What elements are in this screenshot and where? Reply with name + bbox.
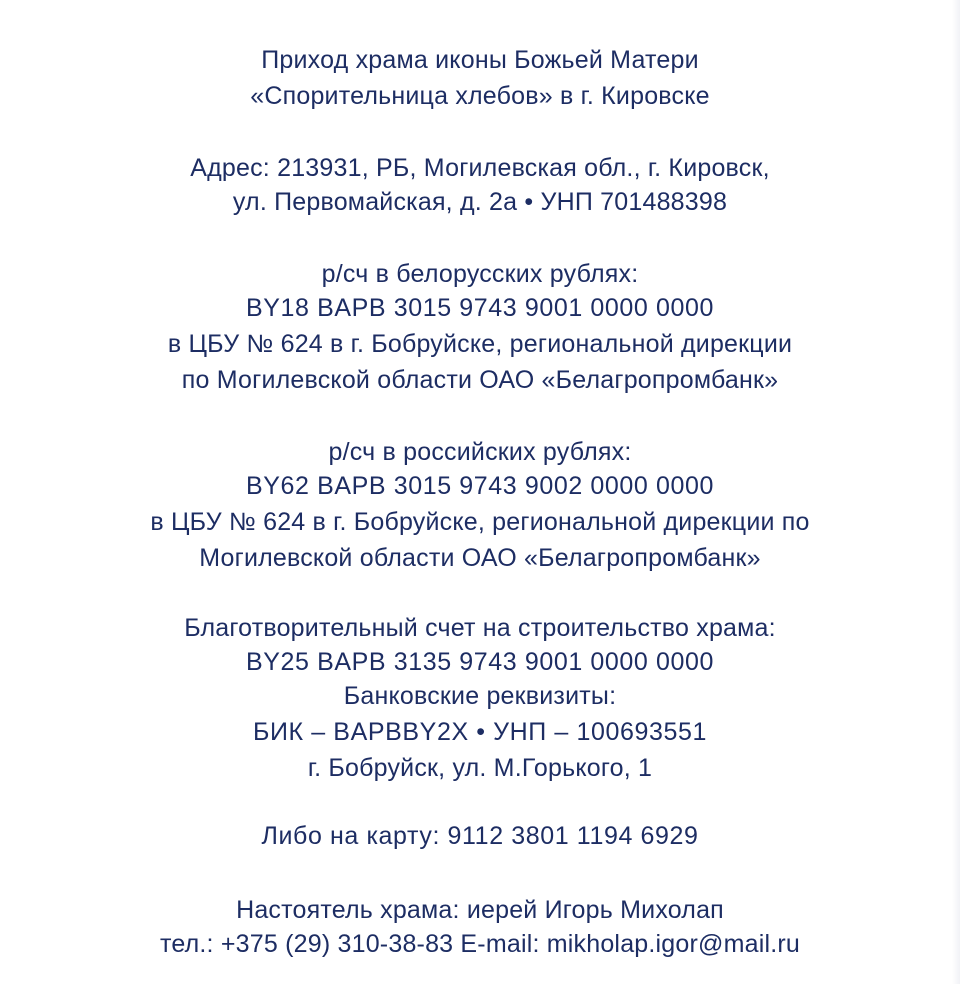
byn-account-number: BY18 BAPB 3015 9743 9001 0000 0000 bbox=[245, 294, 714, 322]
address-line-2: ул. Первомайская, д. 2а • УНП 701488398 bbox=[232, 188, 728, 216]
card-number-line: Либо на карту: 9112 3801 1194 6929 bbox=[261, 822, 699, 850]
contact-line: тел.: +375 (29) 310-38-83 E-mail: mikholap.igor@mail.ru bbox=[159, 930, 801, 958]
rub-bank-line-1: в ЦБУ № 624 в г. Бобруйске, региональной дирекции по bbox=[150, 508, 810, 536]
rector-line: Настоятель храма: иерей Игорь Михолап bbox=[236, 896, 724, 924]
byn-account-label: р/сч в белорусских рублях: bbox=[321, 260, 639, 288]
rub-account-label: р/сч в российских рублях: bbox=[328, 438, 632, 466]
bik-unp-line: БИК – BAPBBY2X • УНП – 100693551 bbox=[252, 718, 708, 746]
address-line-1: Адрес: 213931, РБ, Могилевская обл., г. Кировск, bbox=[190, 154, 770, 182]
rub-bank-line-2: Могилевской области ОАО «Белагропромбанк» bbox=[199, 544, 761, 572]
charity-account-number: BY25 BAPB 3135 9743 9001 0000 0000 bbox=[245, 648, 714, 676]
page-edge-shadow bbox=[952, 0, 960, 984]
parish-name-line-2: «Спорительница хлебов» в г. Кировске bbox=[250, 82, 710, 110]
byn-bank-line-1: в ЦБУ № 624 в г. Бобруйске, региональной дирекции bbox=[167, 330, 793, 358]
byn-bank-line-2: по Могилевской области ОАО «Белагропромбанк» bbox=[181, 366, 779, 394]
bank-requisites-label: Банковские реквизиты: bbox=[343, 682, 617, 710]
charity-account-label: Благотворительный счет на строительство храма: bbox=[184, 614, 776, 642]
rub-account-number: BY62 BAPB 3015 9743 9002 0000 0000 bbox=[245, 472, 714, 500]
bank-address-line: г. Бобруйск, ул. М.Горького, 1 bbox=[307, 754, 653, 782]
parish-name-line-1: Приход храма иконы Божьей Матери bbox=[261, 46, 699, 74]
